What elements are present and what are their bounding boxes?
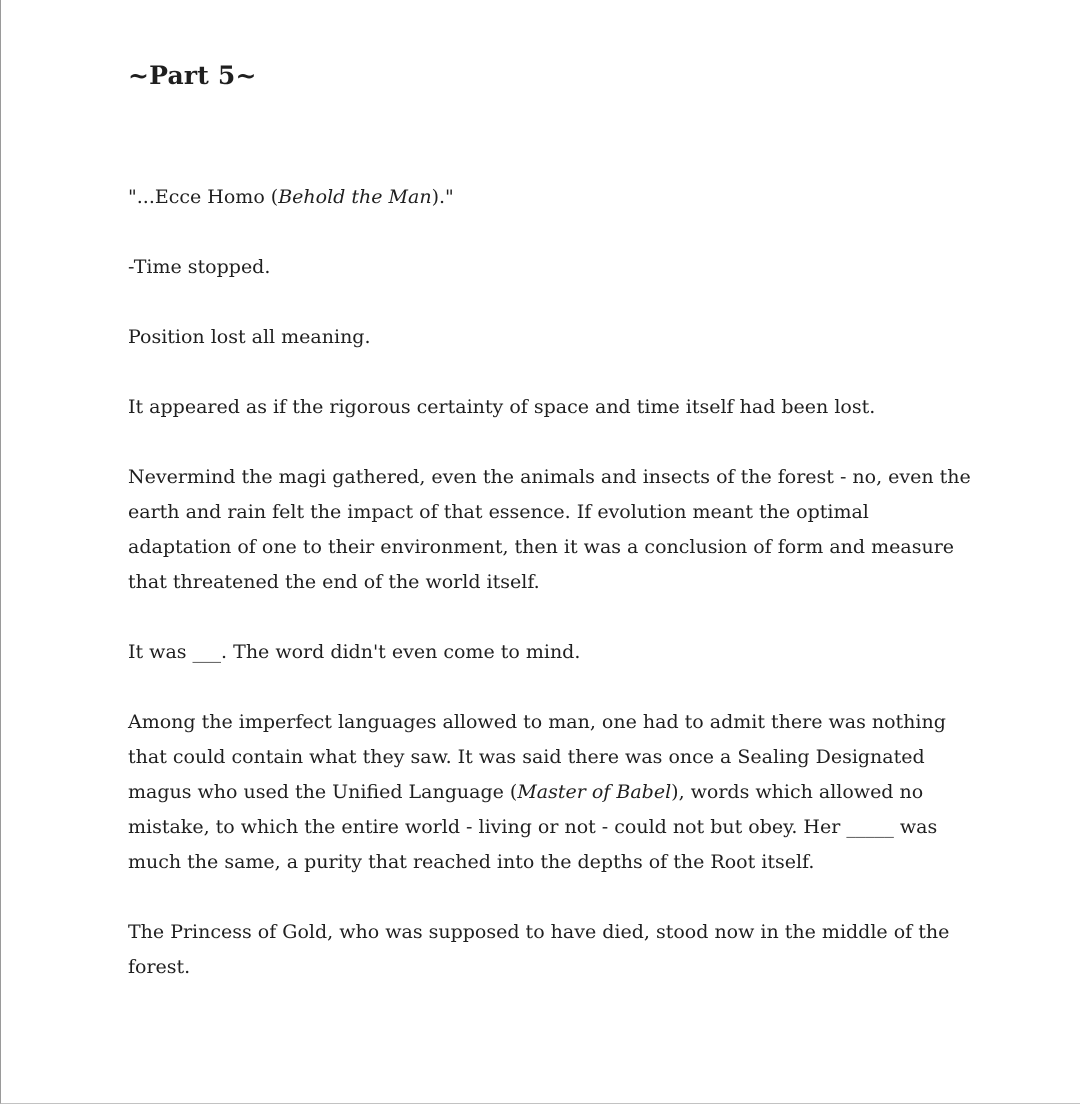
text-segment: much the same, a purity that reached into the depths of the Root itself. [128,851,815,873]
text-segment: It appeared as if the rigorous certainty of space and time itself had been lost. [128,396,876,418]
text-line [128,705,1040,740]
text-line [128,950,1040,985]
text-segment: Position lost all meaning. [128,326,371,348]
text-line [128,180,1040,215]
text-line [128,635,1040,670]
text-segment: -Time stopped. [128,256,271,278]
paragraph [128,390,1040,425]
text-segment: that could contain what they saw. It was said there was once a Sealing Designated [128,746,925,768]
text-segment: magus who used the Unified Language ( [128,781,518,803]
text-line [128,495,1040,530]
text-segment: adaptation of one to their environment, then it was a conclusion of form and measure [128,536,955,558]
text-segment: Nevermind the magi gathered, even the animals and insects of the forest - no, even the [128,466,971,488]
text-segment: that threatened the end of the world itself. [128,571,540,593]
text-line [128,530,1040,565]
text-segment: forest. [128,956,191,978]
text-line [128,250,1040,285]
text-segment: mistake, to which the entire world - living or not - could not but obey. Her _____ was [128,816,938,838]
text-segment: )." [431,186,454,208]
paragraph [128,705,1040,880]
story-text [128,180,1040,985]
paragraph [128,320,1040,355]
text-line [128,845,1040,880]
page-content [1,0,1080,985]
text-line [128,810,1040,845]
italic-text-segment: Master of Babel [517,781,672,803]
text-line [128,460,1040,495]
text-line [128,915,1040,950]
text-line [128,320,1040,355]
text-line [128,390,1040,425]
paragraph [128,635,1040,670]
text-segment: earth and rain felt the impact of that essence. If evolution meant the optimal [128,501,869,523]
text-segment: It was ___. The word didn't even come to mind. [128,641,581,663]
paragraph [128,915,1040,985]
text-line [128,775,1040,810]
text-segment: Among the imperfect languages allowed to man, one had to admit there was nothing [128,711,946,733]
text-segment: The Princess of Gold, who was supposed to have died, stood now in the middle of the [128,921,950,943]
text-segment: "...Ecce Homo ( [128,186,279,208]
text-segment: ), words which allowed no [671,781,924,803]
text-line [128,565,1040,600]
text-line [128,740,1040,775]
paragraph [128,180,1040,215]
italic-text-segment: Behold the Man [278,186,432,208]
chapter-heading: ~Part 5~ [128,61,257,90]
paragraph [128,250,1040,285]
paragraph [128,460,1040,600]
